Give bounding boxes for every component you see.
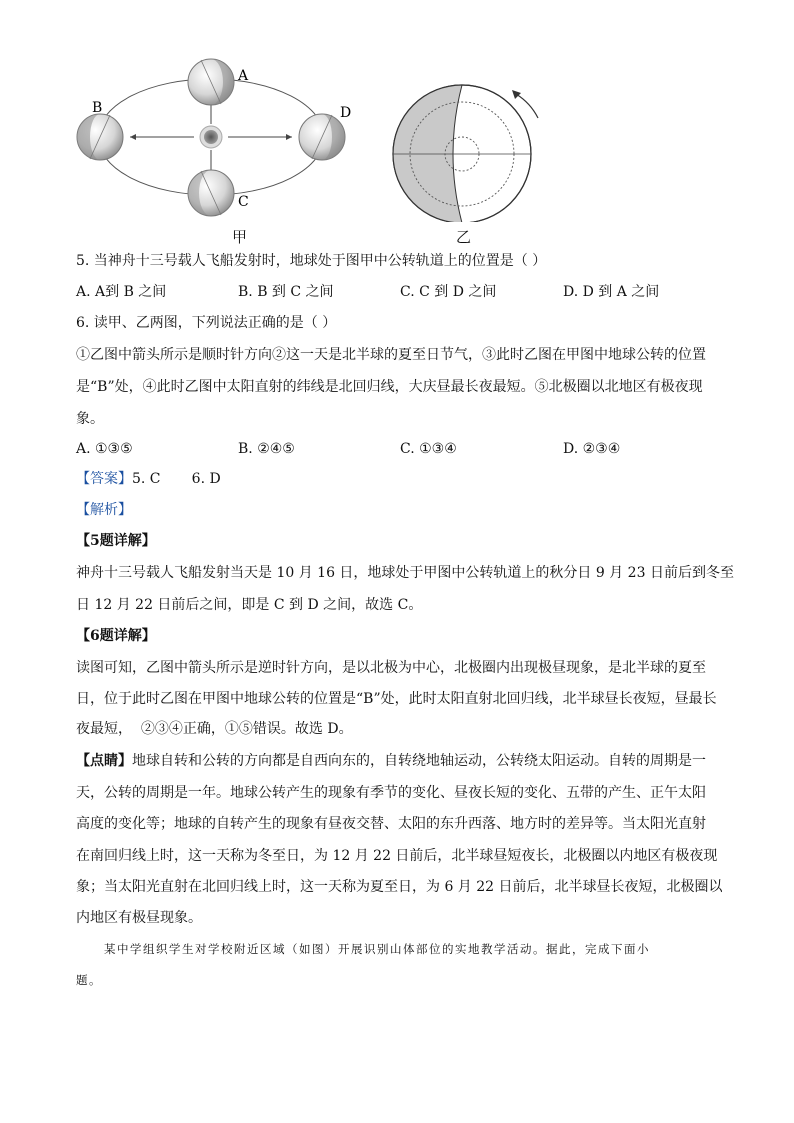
tip-line-2: 天，公转的周期是一年。地球公转产生的现象有季节的变化、昼夜长短的变化、五带的产生、正午太阳 (76, 785, 706, 801)
q5-detail-line-2: 日 12 月 22 日前后之间，即是 C 到 D 之间，故选 C。 (76, 597, 423, 613)
tip-line-5: 象；当太阳光直射在北回归线上时，这一天称为夏至日，为 6 月 22 日前后，北半球昼长夜短，北极圈以 (76, 879, 723, 895)
q5-option-d: D. D 到 A 之间 (563, 284, 660, 300)
earth-B (77, 114, 123, 160)
q6-option-c: C. ①③④ (400, 441, 457, 457)
answer-label: 【答案】 (76, 471, 132, 487)
earth-C (188, 170, 234, 216)
orbit-diagram-svg (70, 58, 370, 248)
label-C: C (238, 194, 249, 210)
label-B: B (92, 100, 103, 116)
q6-body-line-1: ①乙图中箭头所示是顺时针方向②这一天是北半球的夏至日节气，③此时乙图在甲图中地球公转的位置 (76, 347, 706, 363)
q5-option-a: A. A到 B 之间 (76, 284, 167, 300)
figure-jia-caption: 甲 (232, 228, 248, 246)
earth-D (299, 114, 345, 160)
q5-options (76, 283, 756, 301)
q6-detail-line-1: 读图可知，乙图中箭头所示是逆时针方向，是以北极为中心，北极圈内出现极昼现象，是北半球的夏至 (76, 660, 706, 676)
tip-label: 【点睛】 (76, 753, 132, 769)
q5-option-c: C. C 到 D 之间 (400, 284, 497, 300)
tip-line-4: 在南回归线上时，这一天称为冬至日，为 12 月 22 日前后，北半球昼短夜长，北极圈以内地区有极夜现 (76, 848, 718, 864)
q6-options (76, 440, 756, 458)
earth-A (188, 59, 234, 105)
q5-option-b: B. B 到 C 之间 (238, 284, 334, 300)
analysis-line (76, 501, 754, 519)
analysis-label: 【解析】 (76, 502, 132, 518)
tip-line-1 (76, 752, 754, 770)
q6-detail-line-3: 夜最短， ②③④正确，①⑤错误。故选 D。 (76, 721, 353, 737)
tip-text-1: 地球自转和公转的方向都是自西向东的，自转绕地轴运动，公转绕太阳运动。自转的周期是一 (132, 753, 706, 769)
polar-diagram-svg (388, 82, 548, 222)
answer-line (76, 470, 754, 488)
q5-detail-line-1: 神舟十三号载人飞船发射当天是 10 月 16 日，地球处于甲图中公转轨道上的秋分日 9 月 23 日前后到冬至 (76, 565, 734, 581)
q6-body-line-3: 象。 (76, 411, 104, 427)
q6-option-b: B. ②④⑤ (238, 441, 295, 457)
q6-detail-line-2: 日，位于此时乙图在甲图中地球公转的位置是“B”处，此时太阳直射北回归线，北半球昼长夜短，昼最长 (76, 691, 717, 707)
tip-line-6: 内地区有极昼现象。 (76, 910, 202, 926)
q5-detail-label: 【5题详解】 (76, 533, 156, 549)
tip-line-3: 高度的变化等；地球的自转产生的现象有昼夜交替、太阳的东升西落、地方时的差异等。当太阳光直射 (76, 816, 706, 832)
figure-yi-caption: 乙 (456, 228, 472, 246)
q6-stem: 6. 读甲、乙两图，下列说法正确的是（ ） (76, 315, 337, 331)
q6-body-line-2: 是“B”处，④此时乙图中太阳直射的纬线是北回归线，大庆昼最长夜最短。⑤北极圈以北地区有极夜现 (76, 379, 703, 395)
q6-option-a: A. ①③⑤ (76, 441, 133, 457)
label-A: A (238, 68, 249, 84)
label-D: D (340, 105, 352, 121)
next-intro-line-2: 题。 (76, 973, 102, 987)
next-intro-line-1: 某中学组织学生对学校附近区域（如图）开展识别山体部位的实地教学活动。据此，完成下面小 (104, 942, 650, 956)
figure-yi-polar-diagram (388, 82, 548, 248)
q6-detail-label: 【6题详解】 (76, 628, 156, 644)
answer-text: 5. C 6. D (132, 471, 221, 487)
q5-stem: 5. 当神舟十三号载人飞船发射时，地球处于图甲中公转轨道上的位置是（ ） (76, 253, 547, 269)
figure-jia-orbit-diagram (70, 58, 370, 248)
q6-option-d: D. ②③④ (563, 441, 621, 457)
